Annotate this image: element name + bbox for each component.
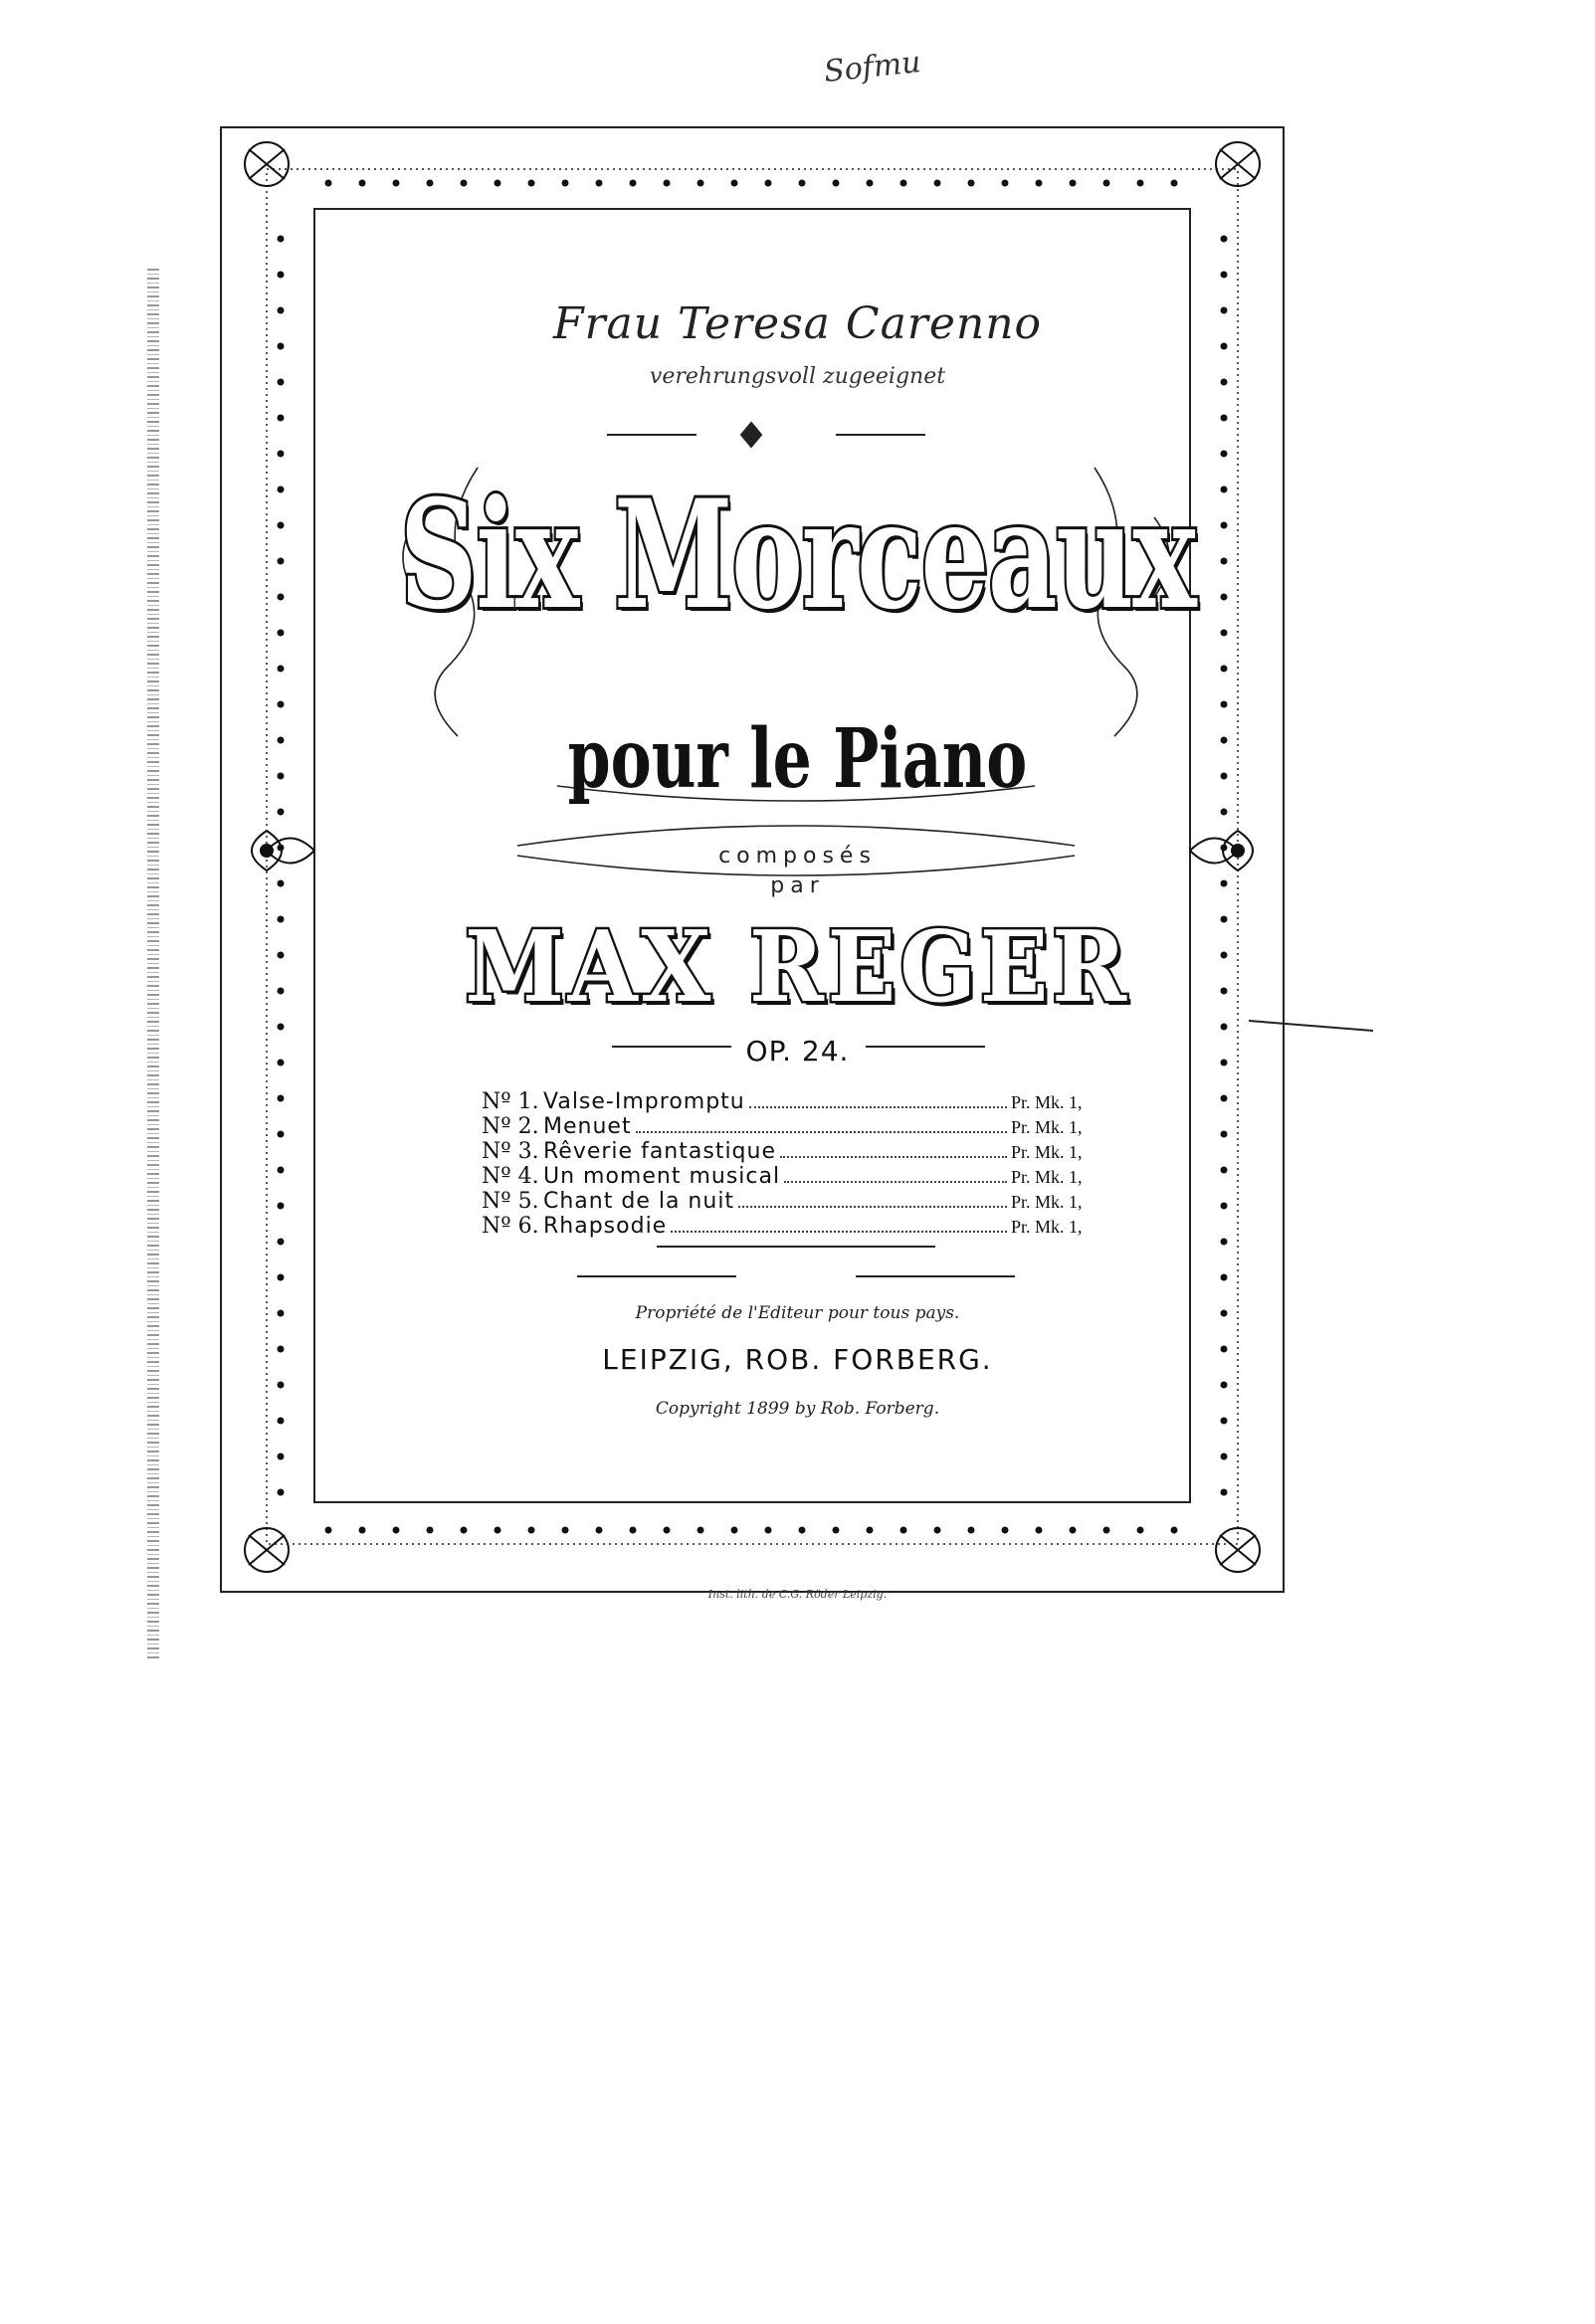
frame-bead <box>278 1382 285 1389</box>
frame-bead <box>596 1527 603 1534</box>
frame-bead <box>528 180 535 187</box>
frame-bead <box>1221 236 1228 243</box>
frame-bead <box>968 180 975 187</box>
frame-bead <box>278 809 285 816</box>
frame-bead <box>1221 415 1228 422</box>
leader-dots <box>784 1181 1007 1183</box>
frame-bead <box>359 180 366 187</box>
frame-bead <box>1221 1453 1228 1460</box>
title: Six Morceaux <box>399 468 1196 643</box>
frame-bead <box>1137 1527 1144 1534</box>
frame-bead <box>1070 1527 1077 1534</box>
frame-bead <box>968 1527 975 1534</box>
frame-bead <box>278 1274 285 1281</box>
leader-dots <box>671 1231 1007 1233</box>
frame-bead <box>698 180 704 187</box>
piece-number: Nº 4. <box>482 1164 539 1189</box>
frame-bead <box>278 451 285 458</box>
frame-bead <box>359 1527 366 1534</box>
leader-dots <box>738 1206 1007 1208</box>
frame-bead <box>278 1489 285 1496</box>
frame-bead <box>799 1527 806 1534</box>
frame-bead <box>799 180 806 187</box>
printer-imprint: Inst. lith. de C.G. Röder Leipzig. <box>707 1588 888 1601</box>
piece-number: Nº 2. <box>482 1114 539 1139</box>
frame-bead <box>1221 272 1228 279</box>
frame-bead <box>393 180 400 187</box>
frame-bead <box>528 1527 535 1534</box>
frame-bead <box>1002 180 1009 187</box>
frame-bead <box>278 415 285 422</box>
frame-bead <box>325 1527 332 1534</box>
by-label: par <box>770 873 825 898</box>
frame-bead <box>278 1095 285 1102</box>
dedication-subline: verehrungsvoll zugeeignet <box>649 364 946 389</box>
frame-bead <box>278 236 285 243</box>
leader-dots <box>749 1106 1007 1108</box>
frame-bead <box>278 666 285 673</box>
frame-bead <box>1221 1167 1228 1174</box>
piece-row <box>482 1089 1118 1114</box>
piece-number: Nº 6. <box>482 1214 539 1239</box>
frame-bead <box>934 180 941 187</box>
frame-bead <box>278 1167 285 1174</box>
frame-bead <box>900 180 907 187</box>
rights-notice: Propriété de l'Editeur pour tous pays. <box>635 1303 960 1323</box>
frame-bead <box>867 1527 874 1534</box>
leader-dots <box>780 1156 1007 1158</box>
frame-bead <box>596 180 603 187</box>
composed-label: composés <box>718 844 877 869</box>
piece-price: Pr. Mk. 1, <box>1011 1167 1083 1187</box>
publisher: LEIPZIG, ROB. FORBERG. <box>602 1343 993 1376</box>
piece-price: Pr. Mk. 1, <box>1011 1217 1083 1237</box>
piece-row <box>482 1114 1118 1139</box>
frame-bead <box>1036 1527 1043 1534</box>
frame-bead <box>698 1527 704 1534</box>
piece-title: Rêverie fantastique <box>543 1139 776 1164</box>
piece-title: Menuet <box>543 1114 632 1139</box>
frame-bead <box>664 180 671 187</box>
frame-bead <box>664 1527 671 1534</box>
frame-bead <box>1002 1527 1009 1534</box>
frame-bead <box>1171 1527 1178 1534</box>
frame-bead <box>278 1203 285 1210</box>
frame-bead <box>867 180 874 187</box>
frame-bead <box>1221 701 1228 708</box>
composer-name: MAX REGER <box>465 910 1130 1025</box>
dedication-name: Frau Teresa Carenno <box>552 298 1043 349</box>
frame-bead <box>731 1527 738 1534</box>
piece-price: Pr. Mk. 1, <box>1011 1142 1083 1162</box>
piece-row <box>482 1189 1118 1214</box>
frame-bead <box>1221 1203 1228 1210</box>
frame-bead <box>1036 180 1043 187</box>
frame-bead <box>1221 1131 1228 1138</box>
handwritten-note: Sofmu <box>822 45 923 90</box>
frame-bead <box>562 180 569 187</box>
piece-title: Un moment musical <box>543 1164 781 1189</box>
frame-bead <box>1221 1239 1228 1246</box>
frame-bead <box>495 180 501 187</box>
pieces-list <box>482 1089 1118 1239</box>
frame-bead <box>278 272 285 279</box>
frame-bead <box>1221 1489 1228 1496</box>
frame-bead <box>934 1527 941 1534</box>
piece-title: Chant de la nuit <box>543 1189 735 1214</box>
frame-bead <box>495 1527 501 1534</box>
frame-bead <box>1221 809 1228 816</box>
frame-bead <box>278 1239 285 1246</box>
frame-bead <box>833 1527 840 1534</box>
frame-bead <box>278 1131 285 1138</box>
frame-bead <box>1070 180 1077 187</box>
piece-number: Nº 1. <box>482 1089 539 1114</box>
frame-bead <box>461 1527 468 1534</box>
frame-bead <box>278 1453 285 1460</box>
frame-bead <box>765 1527 772 1534</box>
frame-bead <box>900 1527 907 1534</box>
frame-bead <box>278 701 285 708</box>
piece-number: Nº 5. <box>482 1189 539 1214</box>
frame-bead <box>1171 180 1178 187</box>
copyright-notice: Copyright 1899 by Rob. Forberg. <box>655 1399 940 1419</box>
piece-row <box>482 1214 1118 1239</box>
frame-bead <box>1221 1095 1228 1102</box>
frame-bead <box>1103 1527 1110 1534</box>
frame-bead <box>630 180 637 187</box>
frame-bead <box>325 180 332 187</box>
subtitle: pour le Piano <box>567 711 1028 807</box>
frame-bead <box>731 180 738 187</box>
frame-bead <box>1221 451 1228 458</box>
opus-number: OP. 24. <box>745 1035 850 1067</box>
frame-bead <box>427 180 434 187</box>
frame-bead <box>833 180 840 187</box>
frame-bead <box>461 180 468 187</box>
frame-bead <box>1221 1382 1228 1389</box>
piece-price: Pr. Mk. 1, <box>1011 1092 1083 1112</box>
frame-bead <box>1137 180 1144 187</box>
piece-price: Pr. Mk. 1, <box>1011 1117 1083 1137</box>
frame-bead <box>562 1527 569 1534</box>
piece-title: Rhapsodie <box>543 1214 668 1239</box>
piece-row <box>482 1164 1118 1189</box>
frame-bead <box>1221 1274 1228 1281</box>
piece-title: Valse-Impromptu <box>543 1089 745 1114</box>
frame-bead <box>765 180 772 187</box>
piece-row <box>482 1139 1118 1164</box>
frame-bead <box>393 1527 400 1534</box>
frame-bead <box>427 1527 434 1534</box>
piece-number: Nº 3. <box>482 1139 539 1164</box>
frame-bead <box>630 1527 637 1534</box>
frame-bead <box>1103 180 1110 187</box>
frame-bead <box>1221 666 1228 673</box>
piece-price: Pr. Mk. 1, <box>1011 1192 1083 1212</box>
leader-dots <box>636 1131 1007 1133</box>
